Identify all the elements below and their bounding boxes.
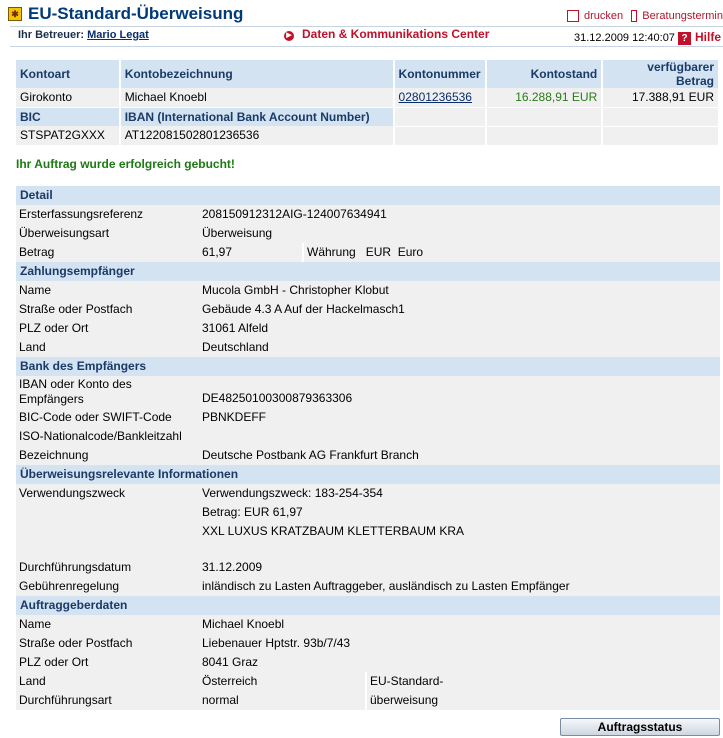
field-value: Michael Knoebl [199, 615, 720, 634]
field-value: Gebäude 4.3 A Auf der Hackelmasch1 [199, 300, 720, 319]
subheader-divider [10, 46, 723, 47]
account-holder: Michael Knoebl [120, 88, 394, 107]
advisor-link[interactable]: Mario Legat [87, 29, 149, 41]
field-value: PBNKDEFF [199, 408, 720, 427]
account-number-link[interactable]: 02801236536 [398, 90, 472, 105]
transfer-mode-type-2: überweisung [366, 691, 720, 710]
field-label: Verwendungszweck [16, 484, 199, 558]
session-datetime: 31.12.2009 12:40:07 [574, 32, 675, 44]
col-header: Kontonummer [394, 60, 486, 88]
print-link[interactable]: drucken [567, 10, 623, 22]
field-label: PLZ oder Ort [16, 319, 199, 338]
order-detail-table [16, 186, 720, 710]
col-header: Kontostand [486, 60, 603, 88]
field-value [199, 427, 720, 446]
field-value: Überweisung [199, 224, 720, 243]
field-label: Straße oder Postfach [16, 634, 199, 653]
field-value: Deutsche Postbank AG Frankfurt Branch [199, 446, 720, 465]
field-value: 208150912312AIG-124007634941 [199, 205, 720, 224]
field-value: 8041 Graz [199, 653, 720, 672]
print-icon [567, 10, 579, 22]
field-label: PLZ oder Ort [16, 653, 199, 672]
col-header: Kontoart [16, 60, 120, 88]
communication-center-link[interactable]: ▶ Daten & Kommunikations Center [284, 27, 489, 41]
account-table [16, 60, 720, 146]
field-value: 31061 Alfeld [199, 319, 720, 338]
page-title [8, 4, 243, 24]
field-value: inländisch zu Lasten Auftraggeber, ausländisch zu Lasten Empfänger [199, 577, 720, 596]
section-bank: Bank des Empfängers [16, 357, 720, 376]
field-label: Gebührenregelung [16, 577, 199, 596]
available-amount: 17.388,91 EUR [602, 88, 719, 107]
currency-code: EUR [365, 245, 392, 259]
field-label: Bezeichnung [16, 446, 199, 465]
field-value: normal [199, 691, 366, 710]
transfer-mode-type-1: EU-Standard- [366, 672, 720, 691]
account-header-row [16, 60, 719, 88]
appointment-icon [631, 10, 637, 22]
field-label: BIC-Code oder SWIFT-Code [16, 408, 199, 427]
currency-label: Währung [307, 245, 356, 259]
col-header: verfügbarer Betrag [602, 60, 719, 88]
field-label: Name [16, 615, 199, 634]
section-transfer-info: Überweisungsrelevante Informationen [16, 465, 720, 484]
col-header: Kontobezeichnung [120, 60, 394, 88]
field-value: DE48250100300879363306 [199, 376, 720, 408]
page-title-text: EU-Standard-Überweisung [28, 4, 244, 23]
field-value: Österreich [199, 672, 366, 691]
field-value: 31.12.2009 [199, 558, 720, 577]
transfer-icon: ✱ [8, 7, 22, 21]
consultation-link[interactable]: Beratungstermin [631, 10, 723, 22]
field-label: Überweisungsart [16, 224, 199, 243]
purpose-value: Verwendungszweck: 183-254-354 Betrag: EUR 61,97 XXL LUXUS KRATZBAUM KLETTERBAUM KRA [199, 484, 720, 558]
field-label: Durchführungsart [16, 691, 199, 710]
field-label: Durchführungsdatum [16, 558, 199, 577]
field-label: Name [16, 281, 199, 300]
field-label: Land [16, 338, 199, 357]
amount-value: 61,97 [199, 243, 303, 262]
arrow-right-icon: ▶ [284, 31, 294, 41]
bic-header-row [16, 107, 719, 126]
field-label: Land [16, 672, 199, 691]
order-status-button[interactable]: Auftragsstatus [560, 718, 720, 736]
account-type: Girokonto [16, 88, 120, 107]
advisor-info: Ihr Betreuer: Mario Legat [18, 29, 149, 41]
bic-value: STSPAT2GXXX [16, 126, 120, 145]
bic-row [16, 126, 719, 145]
field-value: Mucola GmbH - Christopher Klobut [199, 281, 720, 300]
col-header: BIC [16, 107, 120, 126]
iban-value: AT122081502801236536 [120, 126, 394, 145]
field-label: Betrag [16, 243, 199, 262]
success-message: Ihr Auftrag wurde erfolgreich gebucht! [16, 157, 235, 171]
section-payee: Zahlungsempfänger [16, 262, 720, 281]
currency-name: Euro [397, 245, 424, 259]
field-value: Deutschland [199, 338, 720, 357]
field-label: Straße oder Postfach [16, 300, 199, 319]
section-orderer: Auftraggeberdaten [16, 596, 720, 615]
field-value: Liebenauer Hptstr. 93b/7/43 [199, 634, 720, 653]
field-label: ISO-Nationalcode/Bankleitzahl [16, 427, 199, 446]
account-balance: 16.288,91 EUR [486, 88, 603, 107]
help-link[interactable]: ? Hilfe [678, 30, 721, 45]
field-label: IBAN oder Konto des Empfängers [16, 376, 199, 408]
section-detail: Detail [16, 186, 720, 205]
account-row [16, 88, 719, 107]
col-header: IBAN (International Bank Account Number) [120, 107, 394, 126]
field-label: Ersterfassungsreferenz [16, 205, 199, 224]
help-icon: ? [678, 32, 691, 45]
